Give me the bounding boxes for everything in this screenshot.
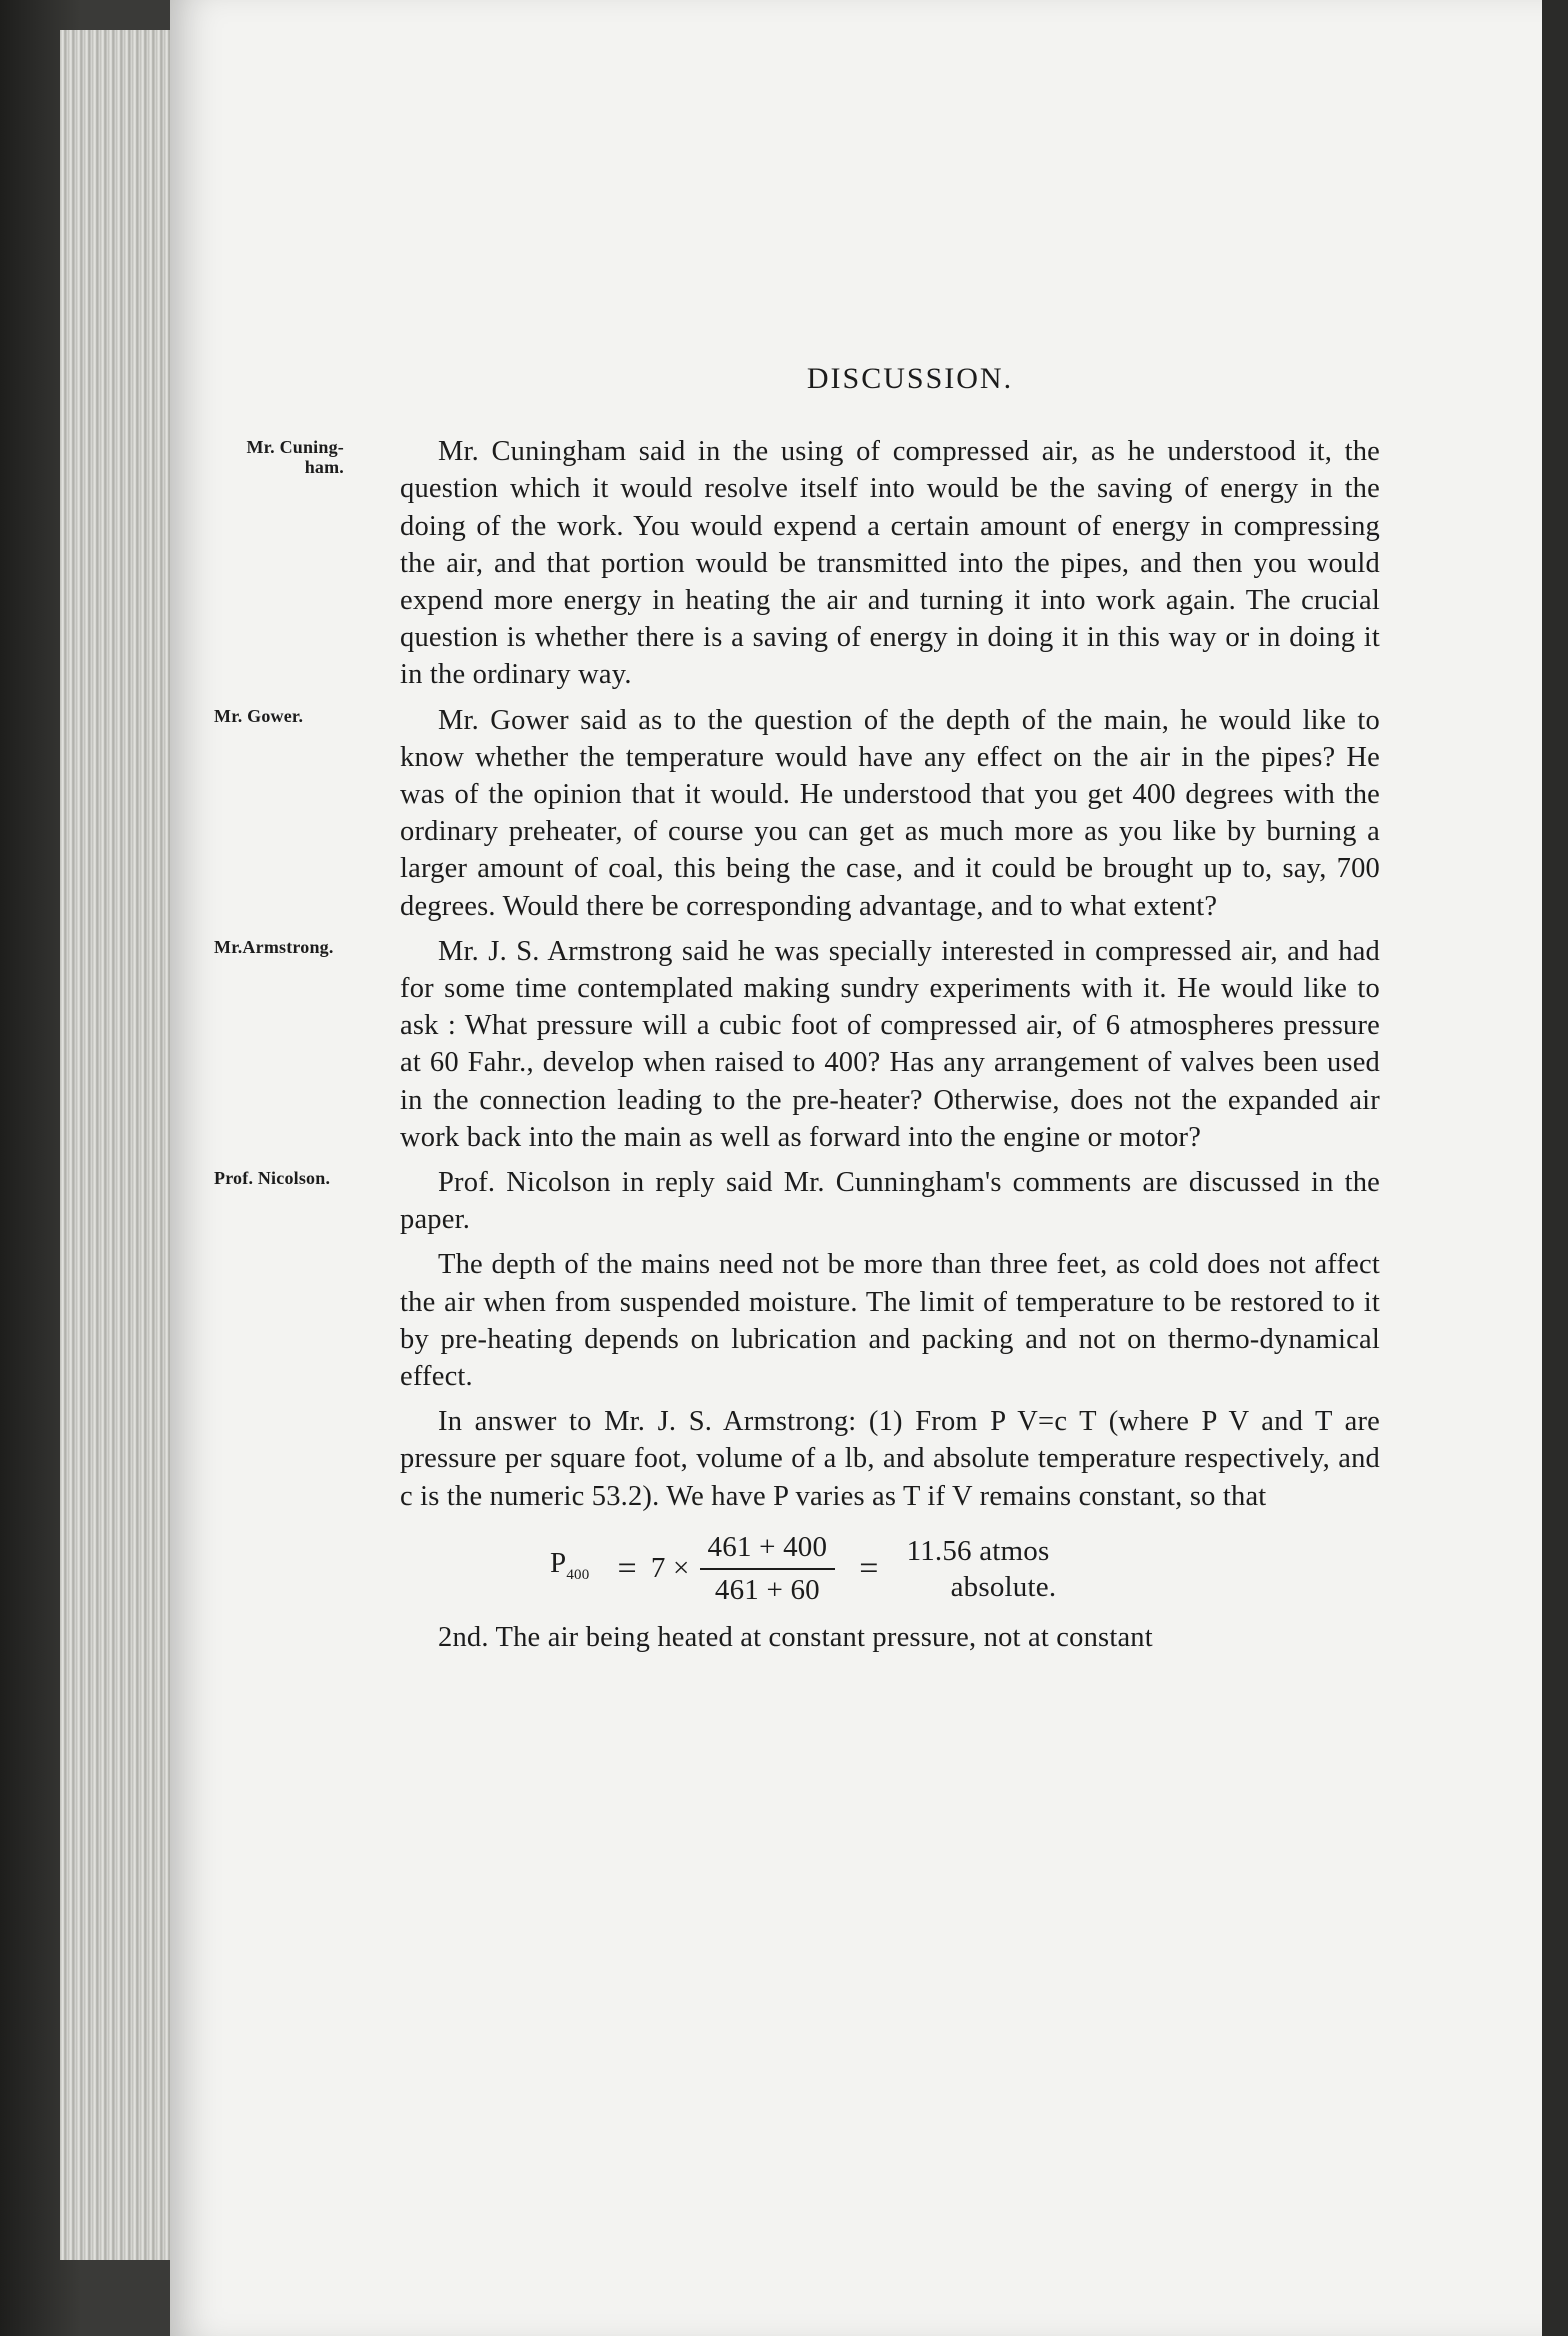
paragraph-text: Mr. J. S. Armstrong said he was specially interested in compressed air, and had for some time contemplated making sundry experiments with it. He would like to ask : What pressure will a cubic foot of compressed air, of 6 atmospheres pressure at 60 Fahr., develop when raised to 400? Has any arrangement of valves been used in the connection leading to the pre-heater? Otherwise, does not the expanded air work back into the main as well as forward into the engine or motor?: [400, 935, 1380, 1153]
pressure-formula: [550, 1529, 1380, 1609]
paragraph-armstrong: [214, 933, 1380, 1156]
formula-equals-2: =: [859, 1550, 879, 1588]
page-heading: DISCUSSION.: [806, 362, 1014, 395]
paragraph-text: Prof. Nicolson in reply said Mr. Cunningham's comments are discussed in the paper.: [400, 1167, 1380, 1236]
formula-result-line2: absolute.: [950, 1571, 1057, 1604]
formula-result-line1: 11.56 atmos: [906, 1535, 1050, 1568]
formula-result: [907, 1533, 1057, 1605]
sidenote-gower: Mr. Gower.: [214, 705, 304, 726]
formula-coefficient: 7 ×: [650, 1552, 690, 1585]
formula-denominator: 461 + 60: [714, 1574, 820, 1607]
formula-lhs-subscript: 400: [566, 1566, 590, 1583]
formula-fraction: [700, 1529, 836, 1609]
sidenote-nicolson: Prof. Nicolson.: [214, 1168, 331, 1189]
paragraph-text: Mr. Gower said as to the question of the depth of the main, he would like to know whether the temperature would have any effect on the air in the pipes? He was of the opinion that it would. He understood that you get 400 degrees with the ordinary preheater, of course you can get as much more as you like by burning a larger amount of coal, this being the case, and it could be brought up to, say, 700 degrees. Would there be corresponding advantage, and to what extent?: [400, 704, 1380, 922]
text-block: [214, 360, 1380, 1665]
paragraph-nicolson-2: The depth of the mains need not be more than three feet, as cold does not affect the air when from suspended moisture. The limit of temperature to be restored to it by pre-heating depends on lubrication and packing and not on thermo-dynamical effect.: [400, 1249, 1380, 1393]
paragraph-gower: [214, 702, 1380, 925]
formula-lhs: $P_{400}$: [550, 1546, 590, 1583]
paragraph-second: 2nd. The air being heated at constant pressure, not at constant: [438, 1622, 1153, 1654]
paragraph-nicolson-1: [214, 1164, 1380, 1238]
paragraph-cuningham: [246, 433, 1380, 693]
formula-numerator: 461 + 400: [700, 1529, 836, 1570]
paragraph-text: Mr. Cuningham said in the using of compressed air, as he understood it, the question which it would resolve itself into would be the saving of energy in the doing of the work. You would expend a certain amount of energy in compressing the air, and that portion would be transmitted into the pipes, and then you would expend more energy in heating the air and turning it into work again. The crucial question is whether there is a saving of energy in doing it in this way or in doing it in the ordinary way.: [400, 436, 1380, 691]
scan-border: [1542, 0, 1568, 2336]
paragraph-nicolson-3: In answer to Mr. J. S. Armstrong: (1) From P V=c T (where P V and T are pressure per square foot, volume of a lb, and absolute temperature respectively, and c is the numeric 53.2). We have P varies as T if V remains constant, so that: [400, 1406, 1380, 1512]
sidenote-cuningham: Mr. Cuning- ham.: [246, 437, 344, 478]
formula-equals: =: [617, 1550, 637, 1588]
sidenote-armstrong: Mr.Armstrong.: [214, 936, 334, 957]
